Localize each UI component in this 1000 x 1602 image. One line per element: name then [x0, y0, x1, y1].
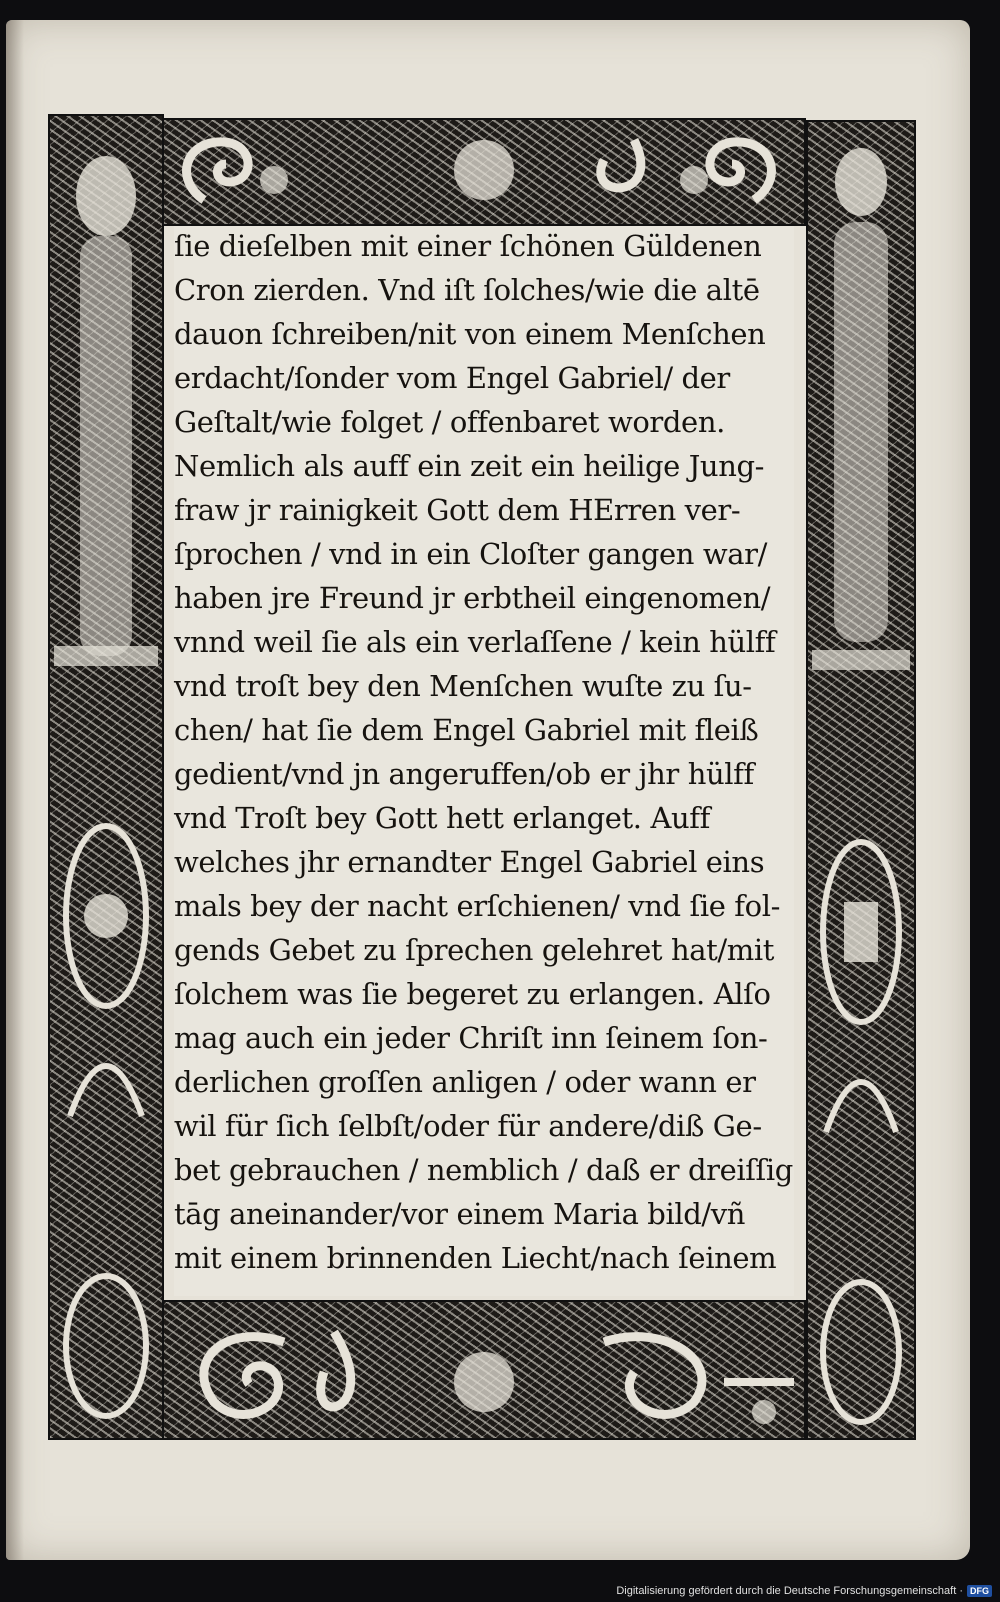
text-line: chen/ hat ſie dem Engel Gabriel mit fleiß [174, 713, 759, 747]
text-line: Geſtalt/wie folget / offenbaret worden. [174, 405, 725, 439]
dfg-logo: DFG [967, 1585, 992, 1597]
right-woodcut-border [806, 120, 916, 1440]
text-line: mit einem brinnenden Liecht/nach ſeinem [174, 1241, 777, 1275]
text-line: vnd Troſt bey Gott hett erlanget. Auff [174, 801, 710, 835]
top-woodcut-border [162, 118, 806, 226]
credit-text: Digitalisierung gefördert durch die Deutsche Forschungsgemeinschaft · [616, 1585, 963, 1597]
text-line: Nemlich als auff ein zeit ein heilige Jung- [174, 449, 765, 483]
text-line: ſolchem was ſie begeret zu erlangen. Alſo [174, 977, 771, 1011]
text-line: derlichen groſſen anligen / oder wann er [174, 1065, 756, 1099]
text-line: mag auch ein jeder Chriſt inn ſeinem ſon- [174, 1021, 768, 1055]
text-line: bet gebrauchen / nemblich / daß er dreiſſig [174, 1153, 793, 1187]
text-line: erdacht/ſonder vom Engel Gabriel/ der [174, 361, 730, 395]
text-line: Cron zierden. Vnd iſt ſolches/wie die altē [174, 273, 760, 307]
text-line: vnnd weil ſie als ein verlaſſene / kein hülff [174, 625, 776, 659]
left-woodcut-border [48, 114, 164, 1440]
text-line: wil für ſich ſelbſt/oder für andere/diß Ge- [174, 1109, 762, 1143]
body-text [174, 226, 794, 1296]
text-line: tāg aneinander/vor einem Maria bild/vñ [174, 1197, 745, 1231]
text-line: welches jhr ernandter Engel Gabriel eins [174, 845, 765, 879]
text-line: ſie dieſelben mit einer ſchönen Güldenen [174, 229, 762, 263]
text-line: mals bey der nacht erſchienen/ vnd ſie fol- [174, 889, 780, 923]
text-line: fraw jr rainigkeit Gott dem HErren ver- [174, 493, 741, 527]
text-line: gedient/vnd jn angeruffen/ob er jhr hülff [174, 757, 754, 791]
text-line: haben jre Freund jr erbtheil eingenomen/ [174, 581, 771, 615]
text-line: gends Gebet zu ſprechen gelehret hat/mit [174, 933, 775, 967]
text-line: vnd troſt bey den Menſchen wuſte zu ſu- [174, 669, 752, 703]
book-page [6, 20, 970, 1560]
digitization-credit [616, 1585, 992, 1597]
text-line: ſprochen / vnd in ein Cloſter gangen war/ [174, 537, 767, 571]
bottom-woodcut-border [162, 1300, 806, 1440]
text-line: dauon ſchreiben/nit von einem Menſchen [174, 317, 766, 351]
